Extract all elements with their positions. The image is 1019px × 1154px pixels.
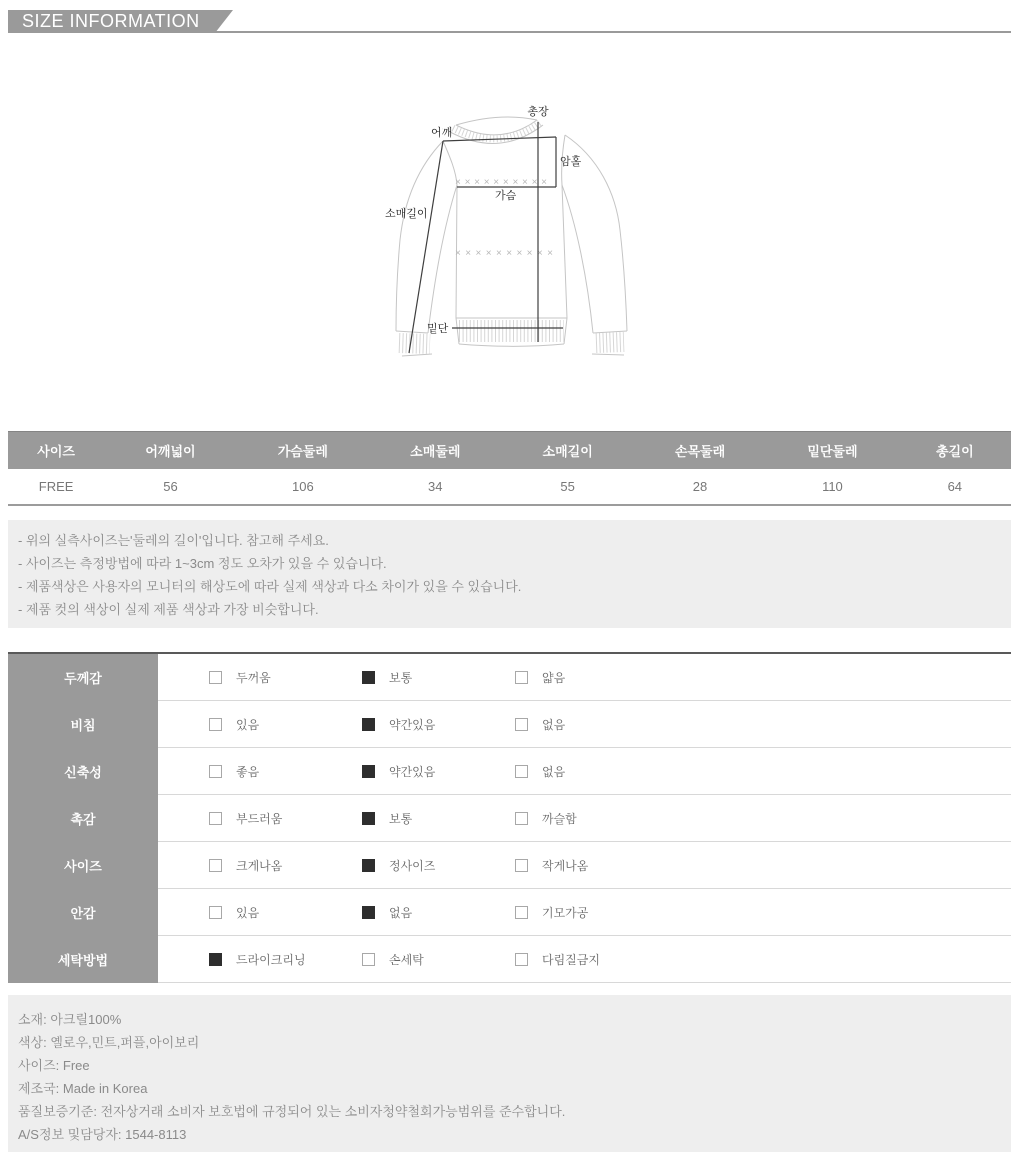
col-total-length: 총길이 [899,432,1011,469]
attr-row-thickness [8,654,1011,701]
checkbox-icon [209,765,222,778]
attr-option [362,810,515,827]
attr-option-label: 드라이크리닝 [236,952,306,967]
attr-label: 신축성 [8,748,158,795]
attr-option-label: 부드러움 [236,811,283,826]
attr-option [362,716,515,733]
checkbox-icon [362,953,375,966]
note-line: - 위의 실측사이즈는'둘레의 길이'입니다. 참고해 주세요. [18,533,329,548]
attr-option-label: 없음 [542,717,566,732]
checkbox-icon [209,859,222,872]
attr-option [515,951,668,968]
attr-option-label: 크게나옴 [236,858,283,873]
checkbox-checked-icon [362,671,375,684]
attr-option [362,763,515,780]
attr-option-label: 정사이즈 [389,858,436,873]
label-total-length: 총장 [527,106,549,118]
attr-option-label: 까슬함 [542,811,577,826]
info-origin: 제조국: Made in Korea [18,1081,148,1096]
note-line: - 사이즈는 측정방법에 따라 1~3cm 정도 오차가 있을 수 있습니다. [18,556,387,571]
stitch-row-chest: ×××××××××× [455,177,547,188]
info-as-contact: A/S정보 및담당자: 1544-8113 [18,1127,187,1142]
checkbox-icon [515,859,528,872]
attr-label: 비침 [8,701,158,748]
attr-label: 두께감 [8,654,158,701]
col-sleeve-length: 소매길이 [501,432,633,469]
attr-option [209,763,362,780]
checkbox-icon [209,671,222,684]
attr-option [362,669,515,686]
attr-option [209,669,362,686]
label-armhole: 암홀 [560,156,582,168]
checkbox-checked-icon [362,765,375,778]
attr-option [362,951,515,968]
attr-option [515,716,668,733]
attr-row-sheerness [8,701,1011,748]
attr-option-label: 약간있음 [389,764,436,779]
checkbox-icon [515,718,528,731]
cell-shoulder-width: 56 [104,469,236,505]
attr-option [515,810,668,827]
section-title: SIZE INFORMATION [22,11,200,31]
info-color: 색상: 옐로우,민트,퍼플,아이보리 [18,1035,200,1050]
attr-option-label: 약간있음 [389,717,436,732]
attr-option-label: 보통 [389,670,413,685]
size-table-header-row [8,432,1011,469]
measurement-notes [8,520,1011,628]
attr-option [515,763,668,780]
attr-option-label: 두꺼움 [236,670,271,685]
attr-option-label: 있음 [236,905,260,920]
col-hem-girth: 밑단둘레 [766,432,898,469]
attr-option-label: 있음 [236,717,260,732]
attr-option-label: 작게나옴 [542,858,589,873]
attr-option [515,904,668,921]
attr-option [209,716,362,733]
attr-label: 세탁방법 [8,936,158,983]
checkbox-icon [515,812,528,825]
checkbox-icon [209,812,222,825]
attr-option [209,857,362,874]
attr-row-washing [8,936,1011,983]
info-size: 사이즈: Free [18,1058,90,1073]
cell-wrist-girth: 28 [634,469,766,505]
checkbox-icon [515,765,528,778]
attr-option-label: 얇음 [542,670,566,685]
stitch-row-body: ×××××××××× [455,248,553,259]
col-chest-girth: 가슴둘레 [237,432,369,469]
cell-size: FREE [8,469,104,505]
col-sleeve-girth: 소매둘레 [369,432,501,469]
checkbox-icon [515,671,528,684]
checkbox-checked-icon [362,812,375,825]
size-table-row-free [8,469,1011,505]
cell-total-length: 64 [899,469,1011,505]
section-title-banner [8,10,215,33]
checkbox-icon [209,718,222,731]
checkbox-checked-icon [362,718,375,731]
attr-option-label: 손세탁 [389,952,424,967]
info-warranty: 품질보증기준: 전자상거래 소비자 보호법에 규정되어 있는 소비자청약철회가능범위를 준수합니다. [18,1104,566,1119]
attr-option [362,904,515,921]
checkbox-checked-icon [362,906,375,919]
col-wrist-girth: 손목둘래 [634,432,766,469]
attr-option [209,904,362,921]
attr-row-texture [8,795,1011,842]
attr-option-label: 없음 [389,905,413,920]
label-hem: 밑단 [427,323,449,335]
attr-row-fit [8,842,1011,889]
checkbox-icon [515,953,528,966]
attr-label: 촉감 [8,795,158,842]
attr-option [209,810,362,827]
attr-option-label: 없음 [542,764,566,779]
checkbox-icon [515,906,528,919]
attr-option [209,951,362,968]
checkbox-icon [209,906,222,919]
product-info-box [8,995,1011,1152]
info-material: 소재: 아크릴100% [18,1012,122,1027]
attr-option [362,857,515,874]
note-line: - 제품 컷의 색상이 실제 제품 색상과 가장 비슷합니다. [18,602,319,617]
checkbox-checked-icon [362,859,375,872]
sweater-measurement-diagram [360,95,680,380]
cell-sleeve-length: 55 [501,469,633,505]
attr-label: 안감 [8,889,158,936]
cell-sleeve-girth: 34 [369,469,501,505]
col-shoulder-width: 어깨넓이 [104,432,236,469]
size-table [8,431,1011,506]
attr-option-label: 기모가공 [542,905,589,920]
attr-option [515,669,668,686]
cell-chest-girth: 106 [237,469,369,505]
fabric-attributes-table [8,652,1011,983]
attr-option-label: 보통 [389,811,413,826]
cell-hem-girth: 110 [766,469,898,505]
attr-row-lining [8,889,1011,936]
checkbox-checked-icon [209,953,222,966]
attr-label: 사이즈 [8,842,158,889]
col-size: 사이즈 [8,432,104,469]
label-sleeve-length: 소매길이 [385,208,428,220]
attr-option-label: 좋음 [236,764,260,779]
attr-option-label: 다림질금지 [542,952,600,967]
note-line: - 제품색상은 사용자의 모니터의 해상도에 따라 실제 색상과 다소 차이가 있을 수 있습니다. [18,579,522,594]
label-shoulder: 어깨 [431,127,453,139]
attr-option [515,857,668,874]
attr-row-elasticity [8,748,1011,795]
label-chest: 가슴 [495,190,517,202]
sweater-outline [396,117,627,356]
